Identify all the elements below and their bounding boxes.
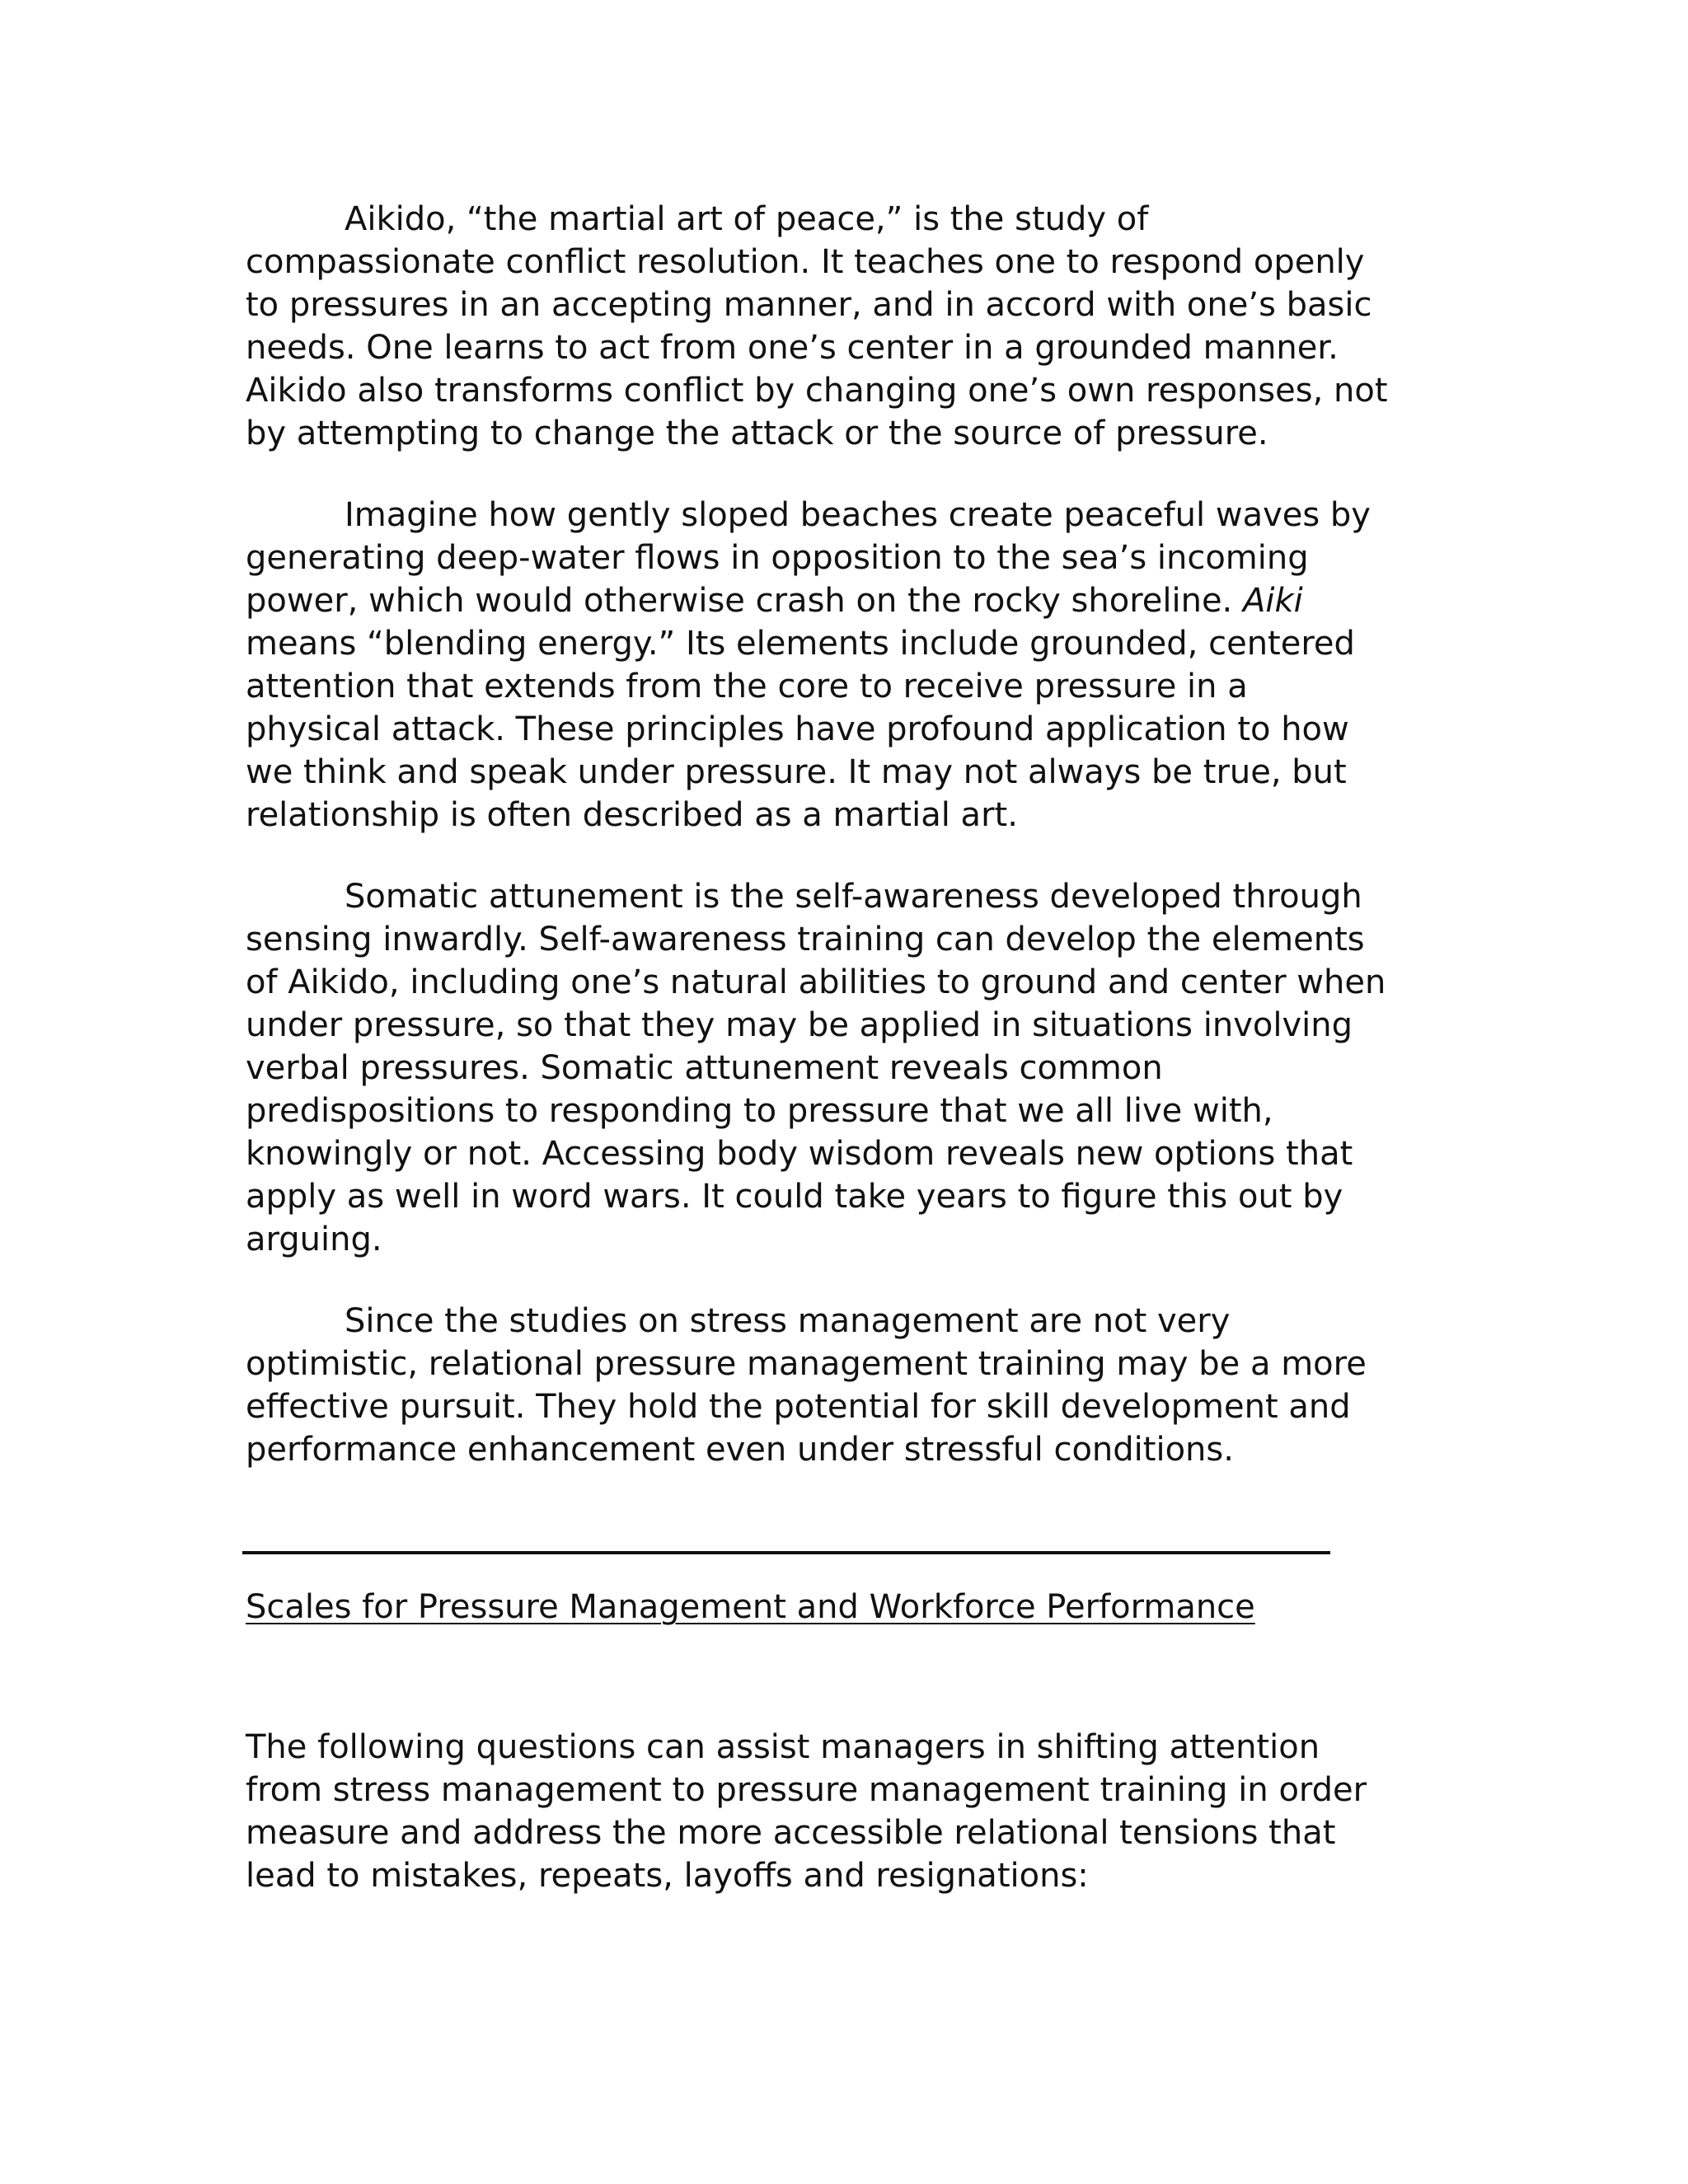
paragraph-line: physical attack. These principles have profound application to how	[246, 710, 1349, 748]
italic-term-aiki: Aiki	[1242, 582, 1303, 620]
paragraph-line: effective pursuit. They hold the potential for skill development and	[246, 1388, 1351, 1426]
paragraph-line: from stress management to pressure management training in order	[246, 1771, 1367, 1809]
paragraph-line: under pressure, so that they may be applied in situations involving	[246, 1006, 1353, 1044]
paragraph-line: lead to mistakes, repeats, layoffs and resignations:	[246, 1857, 1089, 1895]
paragraph-beaches	[246, 494, 1371, 837]
paragraph-somatic-attunement	[246, 875, 1386, 1261]
paragraph-line: Somatic attunement is the self-awareness developed through	[345, 878, 1362, 916]
paragraph-line: of Aikido, including one’s natural abilities to ground and center when	[246, 963, 1386, 1001]
paragraph-line: arguing.	[246, 1221, 382, 1258]
paragraph-line: measure and address the more accessible relational tensions that	[246, 1814, 1336, 1852]
section-heading: Scales for Pressure Management and Workforce Performance	[246, 1588, 1255, 1626]
paragraph-line: performance enhancement even under stressful conditions.	[246, 1431, 1234, 1469]
paragraph-line: by attempting to change the attack or the source of pressure.	[246, 415, 1268, 452]
paragraph-line: verbal pressures. Somatic attunement reveals common	[246, 1049, 1163, 1087]
paragraph-line: The following questions can assist managers in shifting attention	[246, 1728, 1320, 1766]
paragraph-line: optimistic, relational pressure management training may be a more	[246, 1345, 1367, 1383]
paragraph-stress-management	[246, 1300, 1367, 1471]
paragraph-line-with-italic	[246, 579, 1350, 622]
paragraph-line: means “blending energy.” Its elements include grounded, centered	[246, 625, 1355, 663]
paragraph-line: Since the studies on stress management are not very	[345, 1302, 1231, 1340]
paragraph-line: compassionate conflict resolution. It teaches one to respond openly	[246, 243, 1365, 281]
paragraph-line: to pressures in an accepting manner, and in accord with one’s basic	[246, 286, 1372, 324]
paragraph-line: attention that extends from the core to receive pressure in a	[246, 668, 1248, 705]
paragraph-line: predispositions to responding to pressure that we all live with,	[246, 1092, 1273, 1130]
paragraph-line: apply as well in word wars. It could take years to figure this out by	[246, 1178, 1343, 1216]
paragraph-line: generating deep-water flows in opposition to the sea’s incoming	[246, 539, 1309, 577]
horizontal-divider	[242, 1551, 1330, 1554]
paragraph-line: needs. One learns to act from one’s center in a grounded manner.	[246, 329, 1339, 367]
paragraph-line: relationship is often described as a martial art.	[246, 796, 1018, 834]
paragraph-aikido-intro	[246, 198, 1388, 455]
paragraph-line: we think and speak under pressure. It may not always be true, but	[246, 753, 1347, 791]
paragraph-line-text: power, which would otherwise crash on the rocky shoreline.	[246, 582, 1243, 620]
paragraph-line: Aikido, “the martial art of peace,” is the study of	[345, 200, 1149, 238]
paragraph-line: Aikido also transforms conflict by changing one’s own responses, not	[246, 372, 1388, 410]
paragraph-closing-questions	[246, 1726, 1367, 1897]
paragraph-line: sensing inwardly. Self-awareness training can develop the elements	[246, 921, 1365, 958]
paragraph-line: knowingly or not. Accessing body wisdom reveals new options that	[246, 1135, 1353, 1173]
paragraph-line: Imagine how gently sloped beaches create peaceful waves by	[345, 496, 1371, 534]
